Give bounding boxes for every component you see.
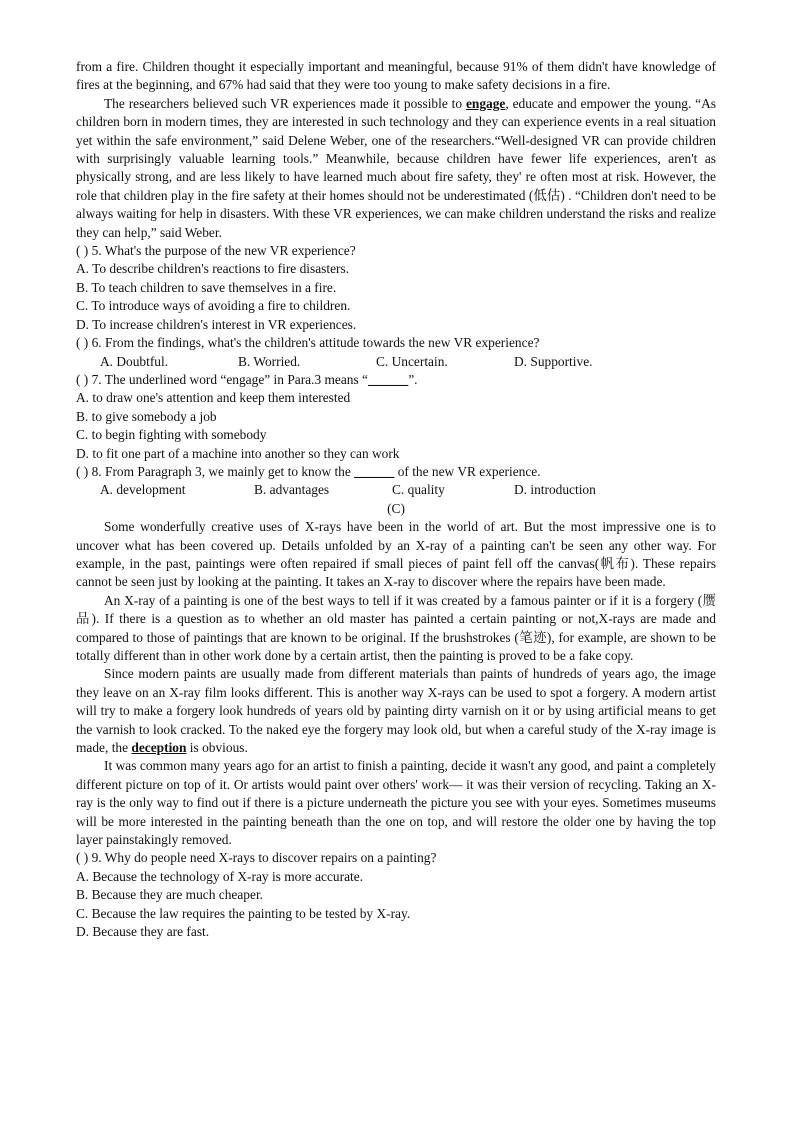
question-9-stem: ( ) 9. Why do people need X-rays to discover repairs on a painting? — [76, 850, 437, 866]
question-8-option-a: A. development — [100, 482, 186, 498]
question-6-options — [100, 353, 716, 371]
question-6-option-a: A. Doubtful. — [100, 353, 169, 369]
question-9-option-b: B. Because they are much cheaper. — [76, 887, 264, 903]
stem-text: of the new VR experience. — [394, 463, 541, 479]
question-8-option-d: D. introduction — [514, 482, 596, 498]
question-9-option-a: A. Because the technology of X-ray is more accurate. — [76, 868, 364, 884]
question-6-option-b: B. Worried. — [238, 353, 301, 369]
question-7-option-a: A. to draw one's attention and keep them interested — [76, 390, 351, 406]
passage-c-paragraph-3 — [76, 665, 716, 757]
underlined-word-deception: deception — [131, 740, 187, 756]
answer-blank: ______ — [368, 371, 409, 387]
passage-c-paragraph-2: An X-ray of a painting is one of the best ways to tell if it was created by a famous painter or if it is a forgery (赝品). If there is a question as to whether an old master has painted a certain painting or not,X-rays are made and compared to those of paintings that are known to be original. If the brushstrokes (笔迹), for example, are shown to be totally different than in other work done by a certain artist, then the painting is proved to be a fake copy. — [76, 592, 716, 663]
stem-text: ( ) 7. The underlined word “engage” in Para.3 means “ — [76, 371, 369, 387]
paragraph-text: Since modern paints are usually made from different materials than paints of hundreds of years ago, the image they leave on an X-ray film looks different. This is another way X-rays can be used to spot a forgery. A modern artist will try to make a forgery look hundreds of years old by painting dirty varnish on it or by using artificial means to get the varnish to look cracked. To the naked eye the forgery may look old, but when a careful study of the X-ray image is made, the — [76, 666, 716, 756]
passage-c-paragraph-1: Some wonderfully creative uses of X-rays have been in the world of art. But the most impressive one is to uncover what has been covered up. Details unfolded by an X-ray of a painting can't be seen any other way. For example, in the past, paintings were often repaired if small pieces of paint fell off the canvas(帆布). These repairs cannot be seen just by looking at the painting. It takes an X-ray to discover where the repairs have been made. — [76, 519, 716, 590]
paragraph-text: , educate and empower the young. “As children born in modern times, they are interested in such technology and they can experience events in a real situation yet within the safe environment,” said Delene Weber, one of the researchers.“Well-designed VR can provide children with surprisingly valuable learning tools.” Meanwhile, because children have fewer life experiences, aren't as physically strong, and are less likely to have learned much about fire safety, they' re often most at risk. However, the role that children play in the fire safety at their homes should not be underestimated (低估) . “Children don't need to be always waiting for help in disasters. With these VR experiences, we can make children understand the risks and realize they can help,” said Weber. — [76, 95, 716, 240]
question-5-option-b: B. To teach children to save themselves in a fire. — [76, 279, 337, 295]
passage-c-heading: (C) — [387, 500, 405, 516]
question-7-stem — [76, 371, 716, 389]
paragraph-text: is obvious. — [186, 740, 248, 756]
passage-b-paragraph-3 — [76, 95, 716, 242]
question-5-option-c: C. To introduce ways of avoiding a fire to children. — [76, 298, 351, 314]
question-7-option-d: D. to fit one part of a machine into another so they can work — [76, 445, 400, 461]
answer-blank: ______ — [354, 463, 395, 479]
question-5-option-a: A. To describe children's reactions to fire disasters. — [76, 261, 350, 277]
underlined-word-engage: engage — [465, 95, 506, 111]
paragraph-text: The researchers believed such VR experiences made it possible to — [104, 95, 466, 111]
passage-c-paragraph-4: It was common many years ago for an artist to finish a painting, decide it wasn't any good, and paint a completely different picture on top of it. Or artists would paint over others' work— it was their version of recycling. Taking an X-ray is the only way to find out if there is a picture underneath the picture you see with your eyes. Sometimes museums will be more interested in the painting beneath than the one on top, and will restore the older one by having the top layer painstakingly removed. — [76, 758, 716, 848]
stem-text: ( ) 8. From Paragraph 3, we mainly get to know the — [76, 463, 355, 479]
question-8-stem — [76, 463, 716, 481]
question-5-stem: ( ) 5. What's the purpose of the new VR experience? — [76, 243, 356, 259]
question-9-option-d: D. Because they are fast. — [76, 924, 210, 940]
question-8-option-c: C. quality — [392, 482, 445, 498]
question-7-option-b: B. to give somebody a job — [76, 408, 217, 424]
question-9-option-c: C. Because the law requires the painting to be tested by X-ray. — [76, 905, 411, 921]
passage-b-paragraph-2: from a fire. Children thought it especially important and meaningful, because 91% of them didn't have knowledge of fires at the beginning, and 67% had said that they were too young to make safety decisions in a fire. — [76, 59, 716, 93]
question-7-option-c: C. to begin fighting with somebody — [76, 427, 267, 443]
question-8-option-b: B. advantages — [254, 482, 330, 498]
question-6-option-c: C. Uncertain. — [376, 353, 448, 369]
document-page — [76, 58, 716, 942]
stem-text: ”. — [408, 371, 418, 387]
question-6-option-d: D. Supportive. — [514, 353, 593, 369]
question-8-options — [100, 481, 716, 499]
question-5-option-d: D. To increase children's interest in VR experiences. — [76, 316, 357, 332]
question-6-stem: ( ) 6. From the findings, what's the children's attitude towards the new VR experience? — [76, 335, 540, 351]
